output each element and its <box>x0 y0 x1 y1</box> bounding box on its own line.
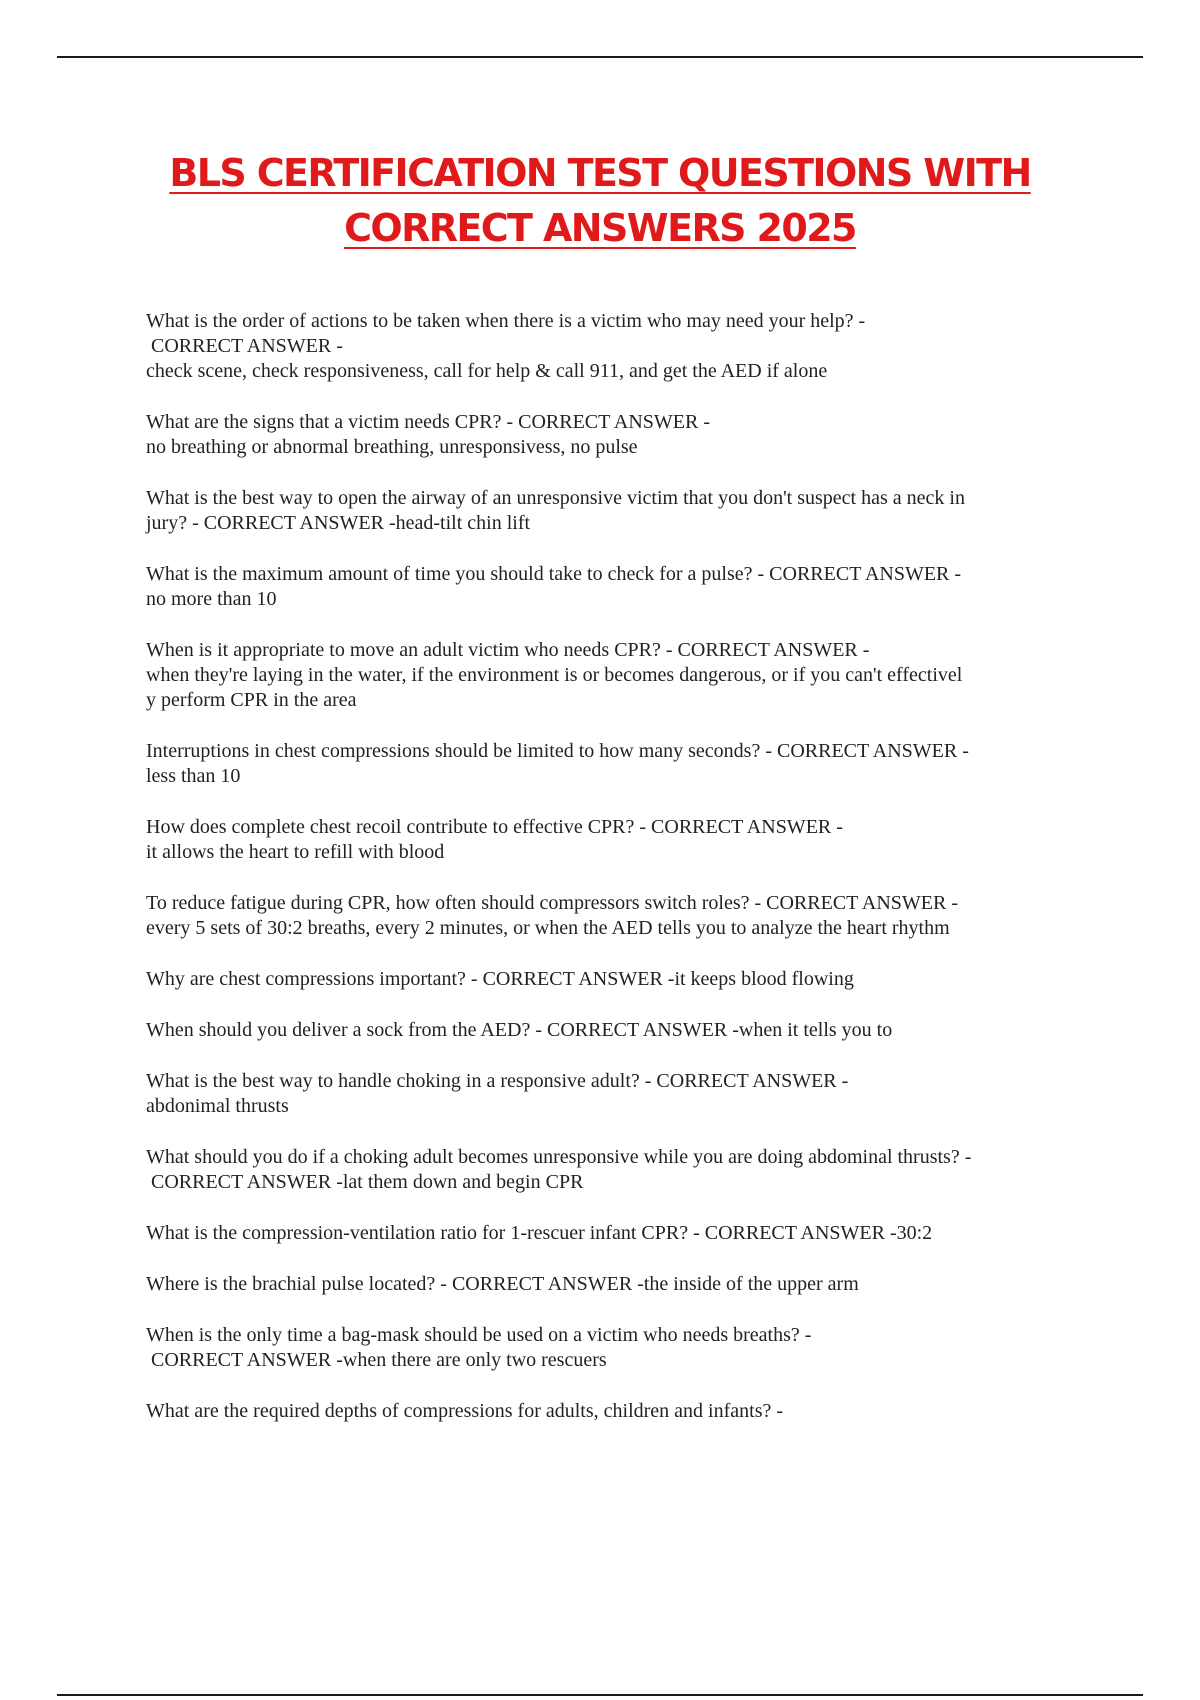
qa-item <box>146 410 1081 460</box>
document-title <box>100 146 1100 256</box>
qa-item <box>146 1018 1081 1043</box>
qa-list <box>146 309 1081 1450</box>
qa-item <box>146 815 1081 865</box>
answer-text: when there are only two rescuers <box>342 1349 607 1371</box>
qa-item <box>146 1323 1081 1373</box>
answer-text: no more than 10 <box>146 588 277 610</box>
question-text: What is the order of actions to be taken when there is a victim who may need your help? - CORRECT ANSWER - <box>146 310 866 357</box>
qa-item <box>146 562 1081 612</box>
question-text: Interruptions in chest compressions should be limited to how many seconds? - CORRECT ANSWER - <box>146 740 969 762</box>
question-text: Why are chest compressions important? - CORRECT ANSWER - <box>146 968 675 990</box>
question-text: Where is the brachial pulse located? - CORRECT ANSWER - <box>146 1273 644 1295</box>
answer-text: it allows the heart to refill with blood <box>146 841 445 863</box>
qa-item <box>146 309 1081 384</box>
question-text: What are the signs that a victim needs CPR? - CORRECT ANSWER - <box>146 411 711 433</box>
question-text: What is the best way to open the airway of an unresponsive victim that you don't suspect has a neck in jury? - CORRECT ANSWER - <box>146 487 965 534</box>
question-text: When is it appropriate to move an adult victim who needs CPR? - CORRECT ANSWER - <box>146 639 870 661</box>
answer-text: no breathing or abnormal breathing, unresponsivess, no pulse <box>146 436 638 458</box>
qa-item <box>146 1069 1081 1119</box>
question-text: When is the only time a bag-mask should be used on a victim who needs breaths? - CORRECT ANSWER - <box>146 1324 812 1371</box>
answer-text: it keeps blood flowing <box>674 968 854 990</box>
answer-text: 30:2 <box>896 1222 933 1244</box>
answer-text: head-tilt chin lift <box>395 512 531 534</box>
question-text: What is the compression-ventilation ratio for 1-rescuer infant CPR? - CORRECT ANSWER - <box>146 1222 897 1244</box>
question-text: What are the required depths of compressions for adults, children and infants? - <box>146 1400 784 1422</box>
question-text: What is the best way to handle choking in a responsive adult? - CORRECT ANSWER - <box>146 1070 849 1092</box>
qa-item <box>146 1221 1081 1246</box>
answer-text: every 5 sets of 30:2 breaths, every 2 minutes, or when the AED tells you to analyze the heart rhythm <box>146 917 950 939</box>
answer-text: less than 10 <box>146 765 241 787</box>
answer-text: the inside of the upper arm <box>643 1273 859 1295</box>
answer-text: lat them down and begin CPR <box>342 1171 584 1193</box>
question-text: To reduce fatigue during CPR, how often should compressors switch roles? - CORRECT ANSWER - <box>146 892 959 914</box>
top-rule <box>57 56 1143 58</box>
qa-item <box>146 1399 1081 1424</box>
question-text: How does complete chest recoil contribute to effective CPR? - CORRECT ANSWER - <box>146 816 843 838</box>
answer-text: when they're laying in the water, if the environment is or becomes dangerous, or if you can't effectivel y perform CPR in the area <box>146 664 963 711</box>
qa-item <box>146 1145 1081 1195</box>
question-text: What should you do if a choking adult becomes unresponsive while you are doing abdominal thrusts? - CORRECT ANSWER - <box>146 1146 972 1193</box>
title-line-2: CORRECT ANSWERS 2025 <box>344 206 856 250</box>
qa-item <box>146 1272 1081 1297</box>
answer-text: abdonimal thrusts <box>146 1095 289 1117</box>
answer-text: when it tells you to <box>738 1019 893 1041</box>
qa-item <box>146 486 1081 536</box>
question-text: What is the maximum amount of time you should take to check for a pulse? - CORRECT ANSWER - <box>146 563 962 585</box>
question-text: When should you deliver a sock from the AED? - CORRECT ANSWER - <box>146 1019 739 1041</box>
qa-item <box>146 891 1081 941</box>
qa-item <box>146 638 1081 713</box>
qa-item <box>146 739 1081 789</box>
title-line-1: BLS CERTIFICATION TEST QUESTIONS WITH <box>169 151 1031 195</box>
qa-item <box>146 967 1081 992</box>
answer-text: check scene, check responsiveness, call for help & call 911, and get the AED if alone <box>146 360 828 382</box>
bottom-rule <box>57 1694 1143 1696</box>
